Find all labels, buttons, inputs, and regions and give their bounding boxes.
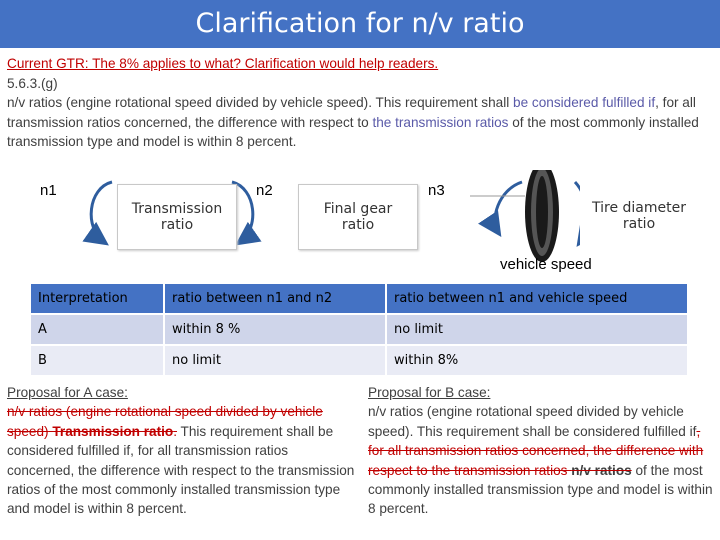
gtr-text-part: , for all transmission ratios concerned, the difference with respect to	[7, 95, 696, 130]
table-row	[31, 345, 688, 376]
n3-label: n3	[428, 182, 445, 199]
proposal-b-text: n/v ratios (engine rotational speed divided by vehicle speed). This requirement shall be considered fulfilled if	[368, 404, 697, 439]
table-cell: no limit	[386, 314, 688, 345]
tire-icon	[525, 170, 559, 262]
tire-diameter-ratio-box	[580, 184, 698, 248]
table-cell: within 8 %	[164, 314, 386, 345]
table-header-cell: ratio between n1 and n2	[164, 284, 386, 314]
table-cell: no limit	[164, 345, 386, 376]
gtr-paragraph-number: 5.6.3.(g)	[7, 75, 58, 91]
proposal-b-deleted-text: , for all transmission ratios concerned, the difference with respect to the transmission ratios	[368, 423, 704, 478]
proposal-a-inserted-text: Transmission ratio	[48, 423, 174, 439]
gtr-text-block	[7, 54, 717, 152]
gtr-text-part: of the most commonly installed transmission type and model is within 8 percent.	[7, 114, 699, 149]
proposal-a-deleted-text: n/v ratios (engine rotational speed divided by vehicle speed)	[7, 404, 323, 439]
proposal-a-block	[7, 383, 357, 519]
gtr-text-highlight: the transmission ratios	[372, 114, 509, 130]
tire-arrow-icon	[495, 182, 522, 232]
table-header-cell: ratio between n1 and vehicle speed	[386, 284, 688, 314]
gtr-comment: Current GTR: The 8% applies to what? Clarification would help readers.	[7, 56, 439, 71]
n1-label: n1	[40, 182, 57, 199]
box-label-line: ratio	[160, 217, 194, 233]
gtr-text-highlight: be considered fulfilled if	[513, 95, 656, 110]
table-row	[31, 314, 688, 345]
proposal-a-heading: Proposal for A case:	[7, 385, 128, 400]
table-cell: B	[31, 345, 164, 376]
proposal-b-block	[368, 383, 718, 519]
box-label-line: Transmission	[131, 201, 223, 217]
proposal-a-deleted-text: .	[173, 423, 178, 439]
proposal-b-inserted-text: n/v ratios	[571, 462, 632, 478]
vehicle-speed-label: vehicle speed	[500, 256, 592, 273]
box-label-line: Tire diameter	[592, 200, 686, 216]
proposal-b-heading: Proposal for B case:	[368, 385, 491, 400]
slide-title: Clarification for n/v ratio	[0, 0, 720, 48]
proposal-b-text: of the most commonly installed transmission type and model is within 8 percent.	[368, 462, 713, 517]
table-header-row	[31, 284, 688, 314]
table-cell: within 8%	[386, 345, 688, 376]
transmission-ratio-box	[117, 184, 237, 250]
n2-label: n2	[256, 182, 273, 199]
interpretation-table	[31, 284, 689, 377]
final-gear-ratio-box	[298, 184, 418, 250]
box-label-line: Final gear	[323, 201, 393, 217]
table-cell: A	[31, 314, 164, 345]
box-label-line: ratio	[622, 216, 656, 232]
table-header-cell: Interpretation	[31, 284, 164, 314]
box-label-line: ratio	[341, 217, 375, 233]
proposal-a-text: This requirement shall be considered fulfilled if, for all transmission ratios concerned, the difference with respect to the transmission ratios of the most commonly installed transmission type and model is within 8 percent.	[7, 423, 355, 517]
rotation-arrow-left-icon	[91, 182, 112, 242]
gtr-text-part: n/v ratios (engine rotational speed divided by vehicle speed). This requirement shall	[7, 95, 514, 110]
